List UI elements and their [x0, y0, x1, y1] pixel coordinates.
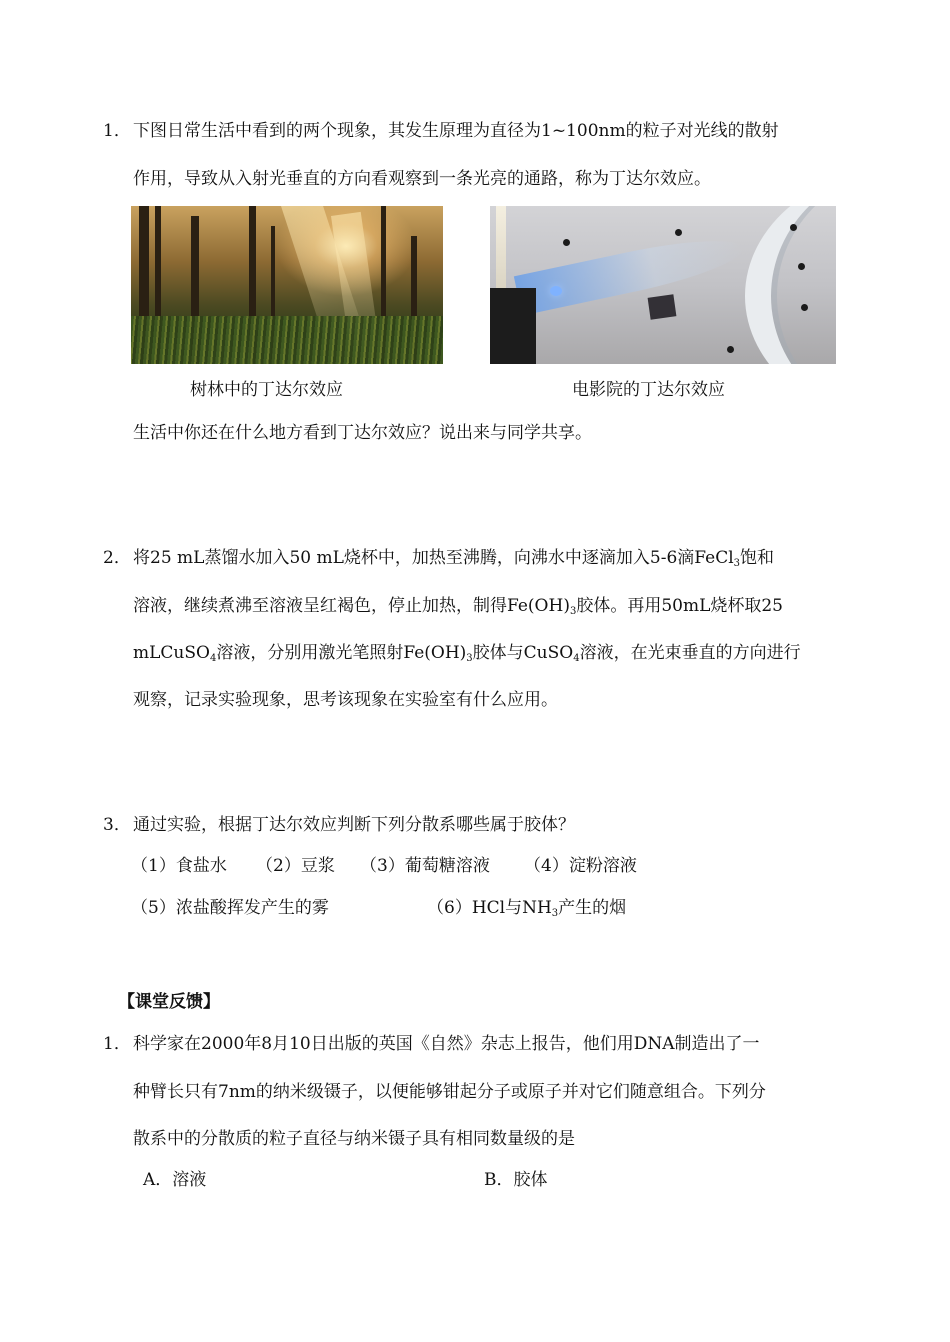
- ceiling-dot: [798, 263, 805, 270]
- q2-text-3a: mLCuSO: [133, 643, 210, 663]
- feedback-line-1: [103, 1034, 760, 1054]
- cinema-screen: [648, 294, 677, 319]
- q2-text-2b: 胶体。再用50mL烧杯取25: [576, 596, 784, 616]
- ceiling-dot: [563, 239, 570, 246]
- q2-sub: 3: [569, 606, 577, 617]
- q2-sub: 3: [733, 558, 741, 569]
- feedback-line-3: 散系中的分散质的粒子直径与纳米镊子具有相同数量级的是: [133, 1129, 575, 1149]
- q3-option-6b: 产生的烟: [558, 898, 627, 918]
- q3-option-2: （2）豆浆: [256, 856, 335, 876]
- projector: [490, 288, 536, 364]
- q2-text-3d: 溶液，在光束垂直的方向进行: [579, 643, 801, 663]
- projector-lens-glow: [550, 286, 562, 296]
- q2-line-3: [133, 643, 801, 663]
- ceiling-dot: [801, 304, 808, 311]
- ceiling-dot: [675, 229, 682, 236]
- q2-number: 2．: [103, 548, 131, 568]
- q3-sub: 3: [551, 908, 559, 919]
- q3-number: 3．: [103, 815, 131, 835]
- q1-text-1: 下图日常生活中看到的两个现象，其发生原理为直径为1~100nm的粒子对光线的散射: [133, 121, 779, 141]
- q3-option-6: [427, 898, 626, 918]
- feedback-option-b: B．胶体: [484, 1170, 548, 1190]
- q1-line-1: [103, 121, 779, 141]
- q3-option-3: （3）葡萄糖溶液: [360, 856, 490, 876]
- q3-line-1: [103, 815, 575, 835]
- q2-line-1: [103, 548, 774, 568]
- q2-text-2a: 溶液，继续煮沸至溶液呈红褐色，停止加热，制得Fe(OH): [133, 596, 570, 616]
- ceiling-dot: [727, 346, 734, 353]
- caption-cinema: 电影院的丁达尔效应: [572, 380, 725, 400]
- feedback-heading: 【课堂反馈】: [118, 992, 220, 1012]
- q3-option-4: （4）淀粉溶液: [524, 856, 637, 876]
- cinema-tyndall-photo: [490, 206, 836, 364]
- q3-stem: 通过实验，根据丁达尔效应判断下列分散系哪些属于胶体？: [133, 815, 575, 835]
- q1-line-2: 作用，导致从入射光垂直的方向看观察到一条光亮的通路，称为丁达尔效应。: [133, 169, 711, 189]
- ceiling-dot: [790, 224, 797, 231]
- q2-text-1a: 将25 mL蒸馏水加入50 mL烧杯中，加热至沸腾，向沸水中逐滴加入5-6滴FeCl: [133, 548, 734, 568]
- feedback-line-2: 种臂长只有7nm的纳米级镊子，以便能够钳起分子或原子并对它们随意组合。下列分: [133, 1082, 766, 1102]
- q2-text-3b: 溶液，分别用激光笔照射Fe(OH): [216, 643, 467, 663]
- projector-beam: [514, 229, 747, 316]
- caption-forest: 树林中的丁达尔效应: [190, 380, 343, 400]
- q3-option-1: （1）食盐水: [131, 856, 227, 876]
- q2-line-2: [133, 596, 783, 616]
- q2-sub: 4: [209, 653, 217, 664]
- q2-sub: 3: [466, 653, 473, 664]
- feedback-text-1: 科学家在2000年8月10日出版的英国《自然》杂志上报告，他们用DNA制造出了一: [133, 1034, 760, 1054]
- q1-number: 1．: [103, 121, 131, 141]
- forest-grass: [131, 316, 443, 364]
- q2-line-4: 观察，记录实验现象，思考该现象在实验室有什么应用。: [133, 690, 558, 710]
- feedback-number: 1．: [103, 1034, 131, 1054]
- q2-text-1b: 饱和: [740, 548, 775, 568]
- q2-text-3c: 胶体与CuSO: [472, 643, 574, 663]
- q2-sub: 4: [573, 653, 580, 664]
- forest-tyndall-photo: [131, 206, 443, 364]
- q1-prompt: 生活中你还在什么地方看到丁达尔效应？说出来与同学共享。: [133, 423, 592, 443]
- q3-option-5: （5）浓盐酸挥发产生的雾: [131, 898, 329, 918]
- feedback-option-a: A．溶液: [143, 1170, 207, 1190]
- q3-option-6a: （6）HCl与NH: [427, 898, 552, 918]
